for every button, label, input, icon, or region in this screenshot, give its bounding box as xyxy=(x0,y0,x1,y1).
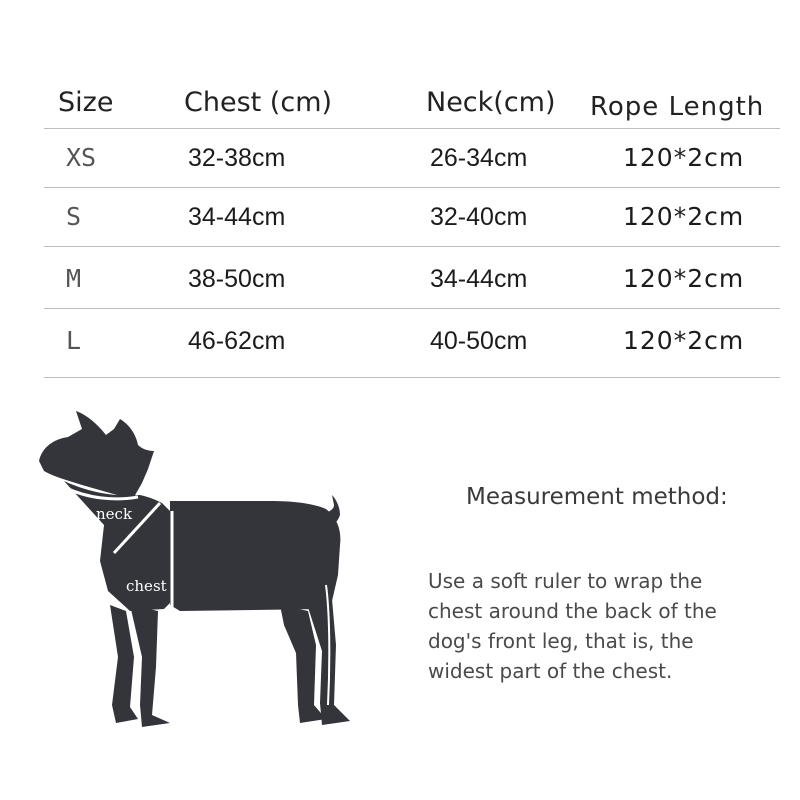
rope-cell: 120*2cm xyxy=(623,202,745,231)
neck-cell: 40-50cm xyxy=(430,327,528,355)
table-row xyxy=(44,312,780,370)
method-line: chest around the back of the xyxy=(428,599,717,623)
measurement-method-text xyxy=(428,566,773,686)
size-cell: XS xyxy=(66,143,97,172)
neck-cell: 34-44cm xyxy=(430,265,528,293)
table-row xyxy=(44,250,780,308)
method-line: dog's front leg, that is, the xyxy=(428,629,694,653)
chest-cell: 38-50cm xyxy=(188,265,286,293)
row-divider xyxy=(44,377,780,378)
neck-label: neck xyxy=(96,505,133,523)
neck-cell: 26-34cm xyxy=(430,144,528,172)
table-row xyxy=(44,129,780,187)
chest-cell: 46-62cm xyxy=(188,327,286,355)
chest-label: chest xyxy=(126,577,167,595)
header-neck: Neck(cm) xyxy=(426,87,556,118)
size-cell: M xyxy=(66,264,82,293)
dog-measurement-diagram xyxy=(30,405,380,735)
size-cell: S xyxy=(66,202,82,231)
chest-cell: 32-38cm xyxy=(188,144,286,172)
size-cell: L xyxy=(66,326,82,355)
method-line: Use a soft ruler to wrap the xyxy=(428,569,703,593)
rope-cell: 120*2cm xyxy=(623,143,745,172)
header-size: Size xyxy=(58,87,114,118)
dog-silhouette-icon xyxy=(30,405,380,735)
table-row xyxy=(44,188,780,246)
method-line: widest part of the chest. xyxy=(428,659,673,683)
header-rope-length: Rope Length xyxy=(590,92,765,122)
rope-cell: 120*2cm xyxy=(623,264,745,293)
header-chest: Chest (cm) xyxy=(184,87,333,118)
chest-cell: 34-44cm xyxy=(188,203,286,231)
rope-cell: 120*2cm xyxy=(623,326,745,355)
row-divider xyxy=(44,308,780,309)
neck-cell: 32-40cm xyxy=(430,203,528,231)
measurement-method-title: Measurement method: xyxy=(466,484,728,510)
row-divider xyxy=(44,246,780,247)
